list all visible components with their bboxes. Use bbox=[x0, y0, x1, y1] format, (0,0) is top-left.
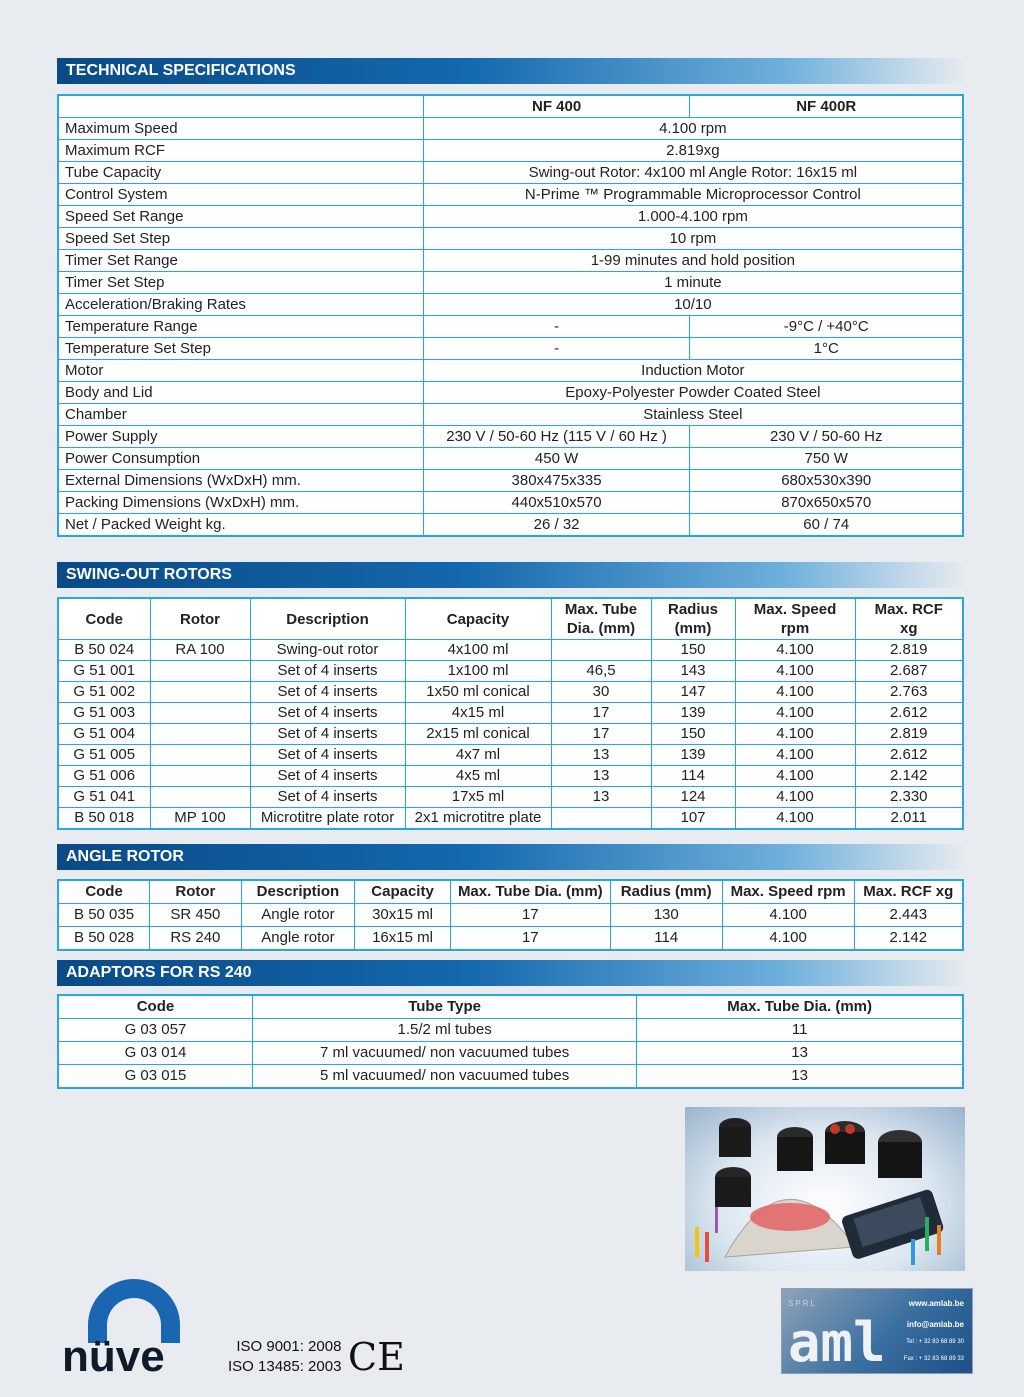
header-line: xg bbox=[899, 620, 918, 637]
table-cell bbox=[150, 724, 250, 745]
table-cell: 4.100 bbox=[735, 724, 855, 745]
spec-label: Chamber bbox=[58, 404, 423, 426]
spec-value: Stainless Steel bbox=[423, 404, 963, 426]
table-cell: 5 ml vacuumed/ non vacuumed tubes bbox=[252, 1065, 636, 1089]
spec-value-nf400: 440x510x570 bbox=[423, 492, 690, 514]
table-cell: Set of 4 inserts bbox=[250, 661, 405, 682]
table-cell: 4.100 bbox=[735, 703, 855, 724]
header-line: rpm bbox=[780, 620, 810, 637]
table-cell: 4.100 bbox=[735, 787, 855, 808]
table-row bbox=[58, 294, 963, 316]
table-cell: 2.763 bbox=[855, 682, 963, 703]
spec-value: N-Prime ™ Programmable Microprocessor Control bbox=[423, 184, 963, 206]
empty-header-cell bbox=[58, 95, 423, 118]
table-row bbox=[58, 448, 963, 470]
table-cell: G 51 004 bbox=[58, 724, 150, 745]
spec-value-nf400: - bbox=[423, 316, 690, 338]
ce-mark-text: CE bbox=[348, 1335, 405, 1379]
table-cell bbox=[150, 661, 250, 682]
model-nf400-header: NF 400 bbox=[423, 95, 690, 118]
table-cell: G 51 002 bbox=[58, 682, 150, 703]
spec-value: 10/10 bbox=[423, 294, 963, 316]
table-row bbox=[58, 316, 963, 338]
table-row bbox=[58, 250, 963, 272]
table-cell: 139 bbox=[651, 703, 735, 724]
table-row bbox=[58, 640, 963, 661]
table-row bbox=[58, 1019, 963, 1042]
table-cell: 147 bbox=[651, 682, 735, 703]
table-cell: 1.5/2 ml tubes bbox=[252, 1019, 636, 1042]
table-cell: 2.142 bbox=[854, 927, 963, 951]
spec-label: Motor bbox=[58, 360, 423, 382]
model-nf400r-header: NF 400R bbox=[690, 95, 963, 118]
table-cell: 4.100 bbox=[735, 808, 855, 830]
table-cell: Set of 4 inserts bbox=[250, 766, 405, 787]
table-cell bbox=[150, 682, 250, 703]
header-line: Max. Tube bbox=[564, 601, 638, 618]
column-header: Code bbox=[58, 880, 150, 904]
spec-value: Swing-out Rotor: 4x100 ml Angle Rotor: 16x15 ml bbox=[423, 162, 963, 184]
table-cell bbox=[150, 745, 250, 766]
table-row bbox=[58, 927, 963, 951]
table-cell: B 50 018 bbox=[58, 808, 150, 830]
table-cell: 11 bbox=[637, 1019, 963, 1042]
table-cell: 13 bbox=[551, 787, 651, 808]
spec-value-nf400: 230 V / 50-60 Hz (115 V / 60 Hz ) bbox=[423, 426, 690, 448]
angle-rotor-heading: ANGLE ROTOR bbox=[57, 844, 967, 870]
table-cell: 13 bbox=[637, 1065, 963, 1089]
table-cell: G 51 003 bbox=[58, 703, 150, 724]
iso-13485: ISO 13485: 2003 bbox=[228, 1358, 342, 1375]
table-cell: Set of 4 inserts bbox=[250, 703, 405, 724]
table-cell: 17x5 ml bbox=[405, 787, 551, 808]
table-row bbox=[58, 904, 963, 927]
table-cell bbox=[150, 703, 250, 724]
table-cell: 4.100 bbox=[735, 682, 855, 703]
angle-rotor-table bbox=[57, 879, 964, 951]
column-header: Max. RCF xg bbox=[854, 880, 963, 904]
table-cell: 107 bbox=[651, 808, 735, 830]
adaptors-heading: ADAPTORS FOR RS 240 bbox=[57, 960, 967, 986]
table-row bbox=[58, 162, 963, 184]
technical-specifications-heading: TECHNICAL SPECIFICATIONS bbox=[57, 58, 967, 84]
table-row bbox=[58, 724, 963, 745]
table-cell: 4.100 bbox=[735, 661, 855, 682]
table-cell: SR 450 bbox=[150, 904, 241, 927]
table-row bbox=[58, 470, 963, 492]
table-cell: G 03 015 bbox=[58, 1065, 252, 1089]
table-row bbox=[58, 745, 963, 766]
spec-value: 4.100 rpm bbox=[423, 118, 963, 140]
spec-value-nf400r: 680x530x390 bbox=[690, 470, 963, 492]
table-cell: 4.100 bbox=[735, 766, 855, 787]
spec-value-nf400r: 870x650x570 bbox=[690, 492, 963, 514]
spec-value: Epoxy-Polyester Powder Coated Steel bbox=[423, 382, 963, 404]
table-cell: Angle rotor bbox=[241, 927, 355, 951]
table-header-row bbox=[58, 880, 963, 904]
table-cell: 124 bbox=[651, 787, 735, 808]
table-cell: 139 bbox=[651, 745, 735, 766]
table-cell: Set of 4 inserts bbox=[250, 745, 405, 766]
aml-logo bbox=[781, 1288, 973, 1374]
spec-label: Acceleration/Braking Rates bbox=[58, 294, 423, 316]
header-line: (mm) bbox=[674, 620, 712, 637]
max-speed-header bbox=[735, 598, 855, 640]
spec-label: Maximum RCF bbox=[58, 140, 423, 162]
table-cell: Swing-out rotor bbox=[250, 640, 405, 661]
table-cell: 17 bbox=[450, 927, 610, 951]
table-row bbox=[58, 140, 963, 162]
aml-fax: Fax : + 32 83 68 89 33 bbox=[903, 1356, 964, 1362]
nuve-wordmark: nüve bbox=[62, 1332, 165, 1381]
spec-label: Maximum Speed bbox=[58, 118, 423, 140]
max-rcf-header bbox=[855, 598, 963, 640]
table-header-row bbox=[58, 598, 963, 640]
iso-certifications bbox=[228, 1337, 341, 1377]
table-cell: 7 ml vacuumed/ non vacuumed tubes bbox=[252, 1042, 636, 1065]
table-row bbox=[58, 426, 963, 448]
table-cell: G 51 005 bbox=[58, 745, 150, 766]
spec-label: Power Supply bbox=[58, 426, 423, 448]
spec-value-nf400r: -9°C / +40°C bbox=[690, 316, 963, 338]
table-row bbox=[58, 338, 963, 360]
spec-value-nf400r: 1°C bbox=[690, 338, 963, 360]
table-row bbox=[58, 787, 963, 808]
code-header: Code bbox=[58, 598, 150, 640]
header-line: Radius bbox=[667, 601, 718, 618]
table-cell: 4.100 bbox=[722, 927, 854, 951]
spec-value: 1 minute bbox=[423, 272, 963, 294]
column-header: Max. Tube Dia. (mm) bbox=[637, 995, 963, 1019]
table-row bbox=[58, 514, 963, 537]
spec-value-nf400: 450 W bbox=[423, 448, 690, 470]
table-cell: 2.330 bbox=[855, 787, 963, 808]
table-cell: 17 bbox=[551, 703, 651, 724]
spec-value-nf400: - bbox=[423, 338, 690, 360]
table-cell: 13 bbox=[551, 745, 651, 766]
capacity-header: Capacity bbox=[405, 598, 551, 640]
table-cell: B 50 035 bbox=[58, 904, 150, 927]
swing-out-rotors-table bbox=[57, 597, 964, 830]
table-cell: B 50 024 bbox=[58, 640, 150, 661]
table-row bbox=[58, 808, 963, 830]
table-cell: 2.443 bbox=[854, 904, 963, 927]
spec-label: Tube Capacity bbox=[58, 162, 423, 184]
spec-value-nf400r: 60 / 74 bbox=[690, 514, 963, 537]
column-header: Radius (mm) bbox=[610, 880, 722, 904]
spec-value: 1-99 minutes and hold position bbox=[423, 250, 963, 272]
table-row bbox=[58, 661, 963, 682]
header-line: Dia. (mm) bbox=[566, 620, 636, 637]
table-cell: 17 bbox=[551, 724, 651, 745]
spec-value-nf400r: 750 W bbox=[690, 448, 963, 470]
table-cell: 46,5 bbox=[551, 661, 651, 682]
spec-value-nf400r: 230 V / 50-60 Hz bbox=[690, 426, 963, 448]
table-cell: 4x7 ml bbox=[405, 745, 551, 766]
table-cell bbox=[551, 640, 651, 661]
max-tube-dia-header bbox=[551, 598, 651, 640]
aml-website: www.amlab.be bbox=[908, 1299, 964, 1308]
table-row bbox=[58, 228, 963, 250]
table-cell: 2.142 bbox=[855, 766, 963, 787]
radius-header bbox=[651, 598, 735, 640]
table-cell: 2.819 bbox=[855, 640, 963, 661]
table-cell: 2.011 bbox=[855, 808, 963, 830]
spec-label: Temperature Range bbox=[58, 316, 423, 338]
table-cell: G 51 006 bbox=[58, 766, 150, 787]
spec-label: Power Consumption bbox=[58, 448, 423, 470]
rotor-header: Rotor bbox=[150, 598, 250, 640]
table-cell: Set of 4 inserts bbox=[250, 724, 405, 745]
table-cell: 4.100 bbox=[722, 904, 854, 927]
table-cell: 150 bbox=[651, 724, 735, 745]
nuve-logo bbox=[62, 1285, 198, 1381]
table-row bbox=[58, 184, 963, 206]
table-row bbox=[58, 272, 963, 294]
table-row bbox=[58, 382, 963, 404]
aml-email: info@amlab.be bbox=[906, 1320, 964, 1329]
spec-value-nf400: 380x475x335 bbox=[423, 470, 690, 492]
table-cell: Set of 4 inserts bbox=[250, 682, 405, 703]
table-cell: 2x15 ml conical bbox=[405, 724, 551, 745]
spec-value: 10 rpm bbox=[423, 228, 963, 250]
table-cell: 2.819 bbox=[855, 724, 963, 745]
table-cell: 2.687 bbox=[855, 661, 963, 682]
table-cell: 1x50 ml conical bbox=[405, 682, 551, 703]
table-header-row bbox=[58, 95, 963, 118]
iso-9001: ISO 9001: 2008 bbox=[236, 1338, 342, 1355]
spec-value-nf400: 26 / 32 bbox=[423, 514, 690, 537]
table-row bbox=[58, 766, 963, 787]
table-cell: 17 bbox=[450, 904, 610, 927]
table-cell: 114 bbox=[610, 927, 722, 951]
table-row bbox=[58, 206, 963, 228]
table-cell: MP 100 bbox=[150, 808, 250, 830]
spec-label: Body and Lid bbox=[58, 382, 423, 404]
table-cell: 4x5 ml bbox=[405, 766, 551, 787]
table-cell: RS 240 bbox=[150, 927, 241, 951]
table-cell: G 51 041 bbox=[58, 787, 150, 808]
table-cell: 4.100 bbox=[735, 745, 855, 766]
table-header-row bbox=[58, 995, 963, 1019]
table-cell: 150 bbox=[651, 640, 735, 661]
column-header: Rotor bbox=[150, 880, 241, 904]
table-row bbox=[58, 1042, 963, 1065]
column-header: Max. Tube Dia. (mm) bbox=[450, 880, 610, 904]
spec-label: Control System bbox=[58, 184, 423, 206]
spec-label: Temperature Set Step bbox=[58, 338, 423, 360]
table-cell: 13 bbox=[551, 766, 651, 787]
header-line: Max. Speed bbox=[753, 601, 837, 618]
table-cell: Microtitre plate rotor bbox=[250, 808, 405, 830]
table-cell: 4x15 ml bbox=[405, 703, 551, 724]
table-row bbox=[58, 1065, 963, 1089]
table-cell bbox=[150, 787, 250, 808]
column-header: Description bbox=[241, 880, 355, 904]
table-cell: 4x100 ml bbox=[405, 640, 551, 661]
table-cell: 114 bbox=[651, 766, 735, 787]
table-cell: 30 bbox=[551, 682, 651, 703]
rotors-product-photo bbox=[685, 1107, 965, 1271]
table-cell: B 50 028 bbox=[58, 927, 150, 951]
table-cell: 2.612 bbox=[855, 745, 963, 766]
header-line: Max. RCF bbox=[874, 601, 943, 618]
table-cell bbox=[551, 808, 651, 830]
table-cell bbox=[150, 766, 250, 787]
table-cell: 16x15 ml bbox=[355, 927, 451, 951]
table-row bbox=[58, 492, 963, 514]
ce-mark-icon bbox=[348, 1335, 405, 1379]
table-cell: 30x15 ml bbox=[355, 904, 451, 927]
table-row bbox=[58, 118, 963, 140]
column-header: Max. Speed rpm bbox=[722, 880, 854, 904]
technical-specifications-table bbox=[57, 94, 964, 537]
spec-label: Speed Set Step bbox=[58, 228, 423, 250]
table-cell: 4.100 bbox=[735, 640, 855, 661]
spec-label: Timer Set Range bbox=[58, 250, 423, 272]
adaptors-table bbox=[57, 994, 964, 1089]
table-cell: G 03 057 bbox=[58, 1019, 252, 1042]
table-cell: 2x1 microtitre plate bbox=[405, 808, 551, 830]
spec-label: Packing Dimensions (WxDxH) mm. bbox=[58, 492, 423, 514]
column-header: Tube Type bbox=[252, 995, 636, 1019]
column-header: Capacity bbox=[355, 880, 451, 904]
table-cell: Angle rotor bbox=[241, 904, 355, 927]
description-header: Description bbox=[250, 598, 405, 640]
table-row bbox=[58, 703, 963, 724]
table-cell: 13 bbox=[637, 1042, 963, 1065]
aml-sprl: SPRL bbox=[788, 1299, 817, 1308]
spec-label: External Dimensions (WxDxH) mm. bbox=[58, 470, 423, 492]
table-row bbox=[58, 404, 963, 426]
aml-wordmark: aml bbox=[788, 1311, 886, 1374]
rotors-illustration bbox=[685, 1107, 965, 1271]
table-cell: 130 bbox=[610, 904, 722, 927]
table-row bbox=[58, 360, 963, 382]
table-cell: Set of 4 inserts bbox=[250, 787, 405, 808]
table-cell: G 03 014 bbox=[58, 1042, 252, 1065]
spec-value: 1.000-4.100 rpm bbox=[423, 206, 963, 228]
spec-label: Net / Packed Weight kg. bbox=[58, 514, 423, 537]
aml-phone: Tel : + 32 83 68 89 30 bbox=[906, 1339, 964, 1345]
table-cell: G 51 001 bbox=[58, 661, 150, 682]
spec-label: Timer Set Step bbox=[58, 272, 423, 294]
table-cell: 1x100 ml bbox=[405, 661, 551, 682]
table-row bbox=[58, 682, 963, 703]
column-header: Code bbox=[58, 995, 252, 1019]
table-cell: 143 bbox=[651, 661, 735, 682]
spec-value: 2.819xg bbox=[423, 140, 963, 162]
table-cell: RA 100 bbox=[150, 640, 250, 661]
spec-label: Speed Set Range bbox=[58, 206, 423, 228]
spec-value: Induction Motor bbox=[423, 360, 963, 382]
swing-out-rotors-heading: SWING-OUT ROTORS bbox=[57, 562, 967, 588]
table-cell: 2.612 bbox=[855, 703, 963, 724]
